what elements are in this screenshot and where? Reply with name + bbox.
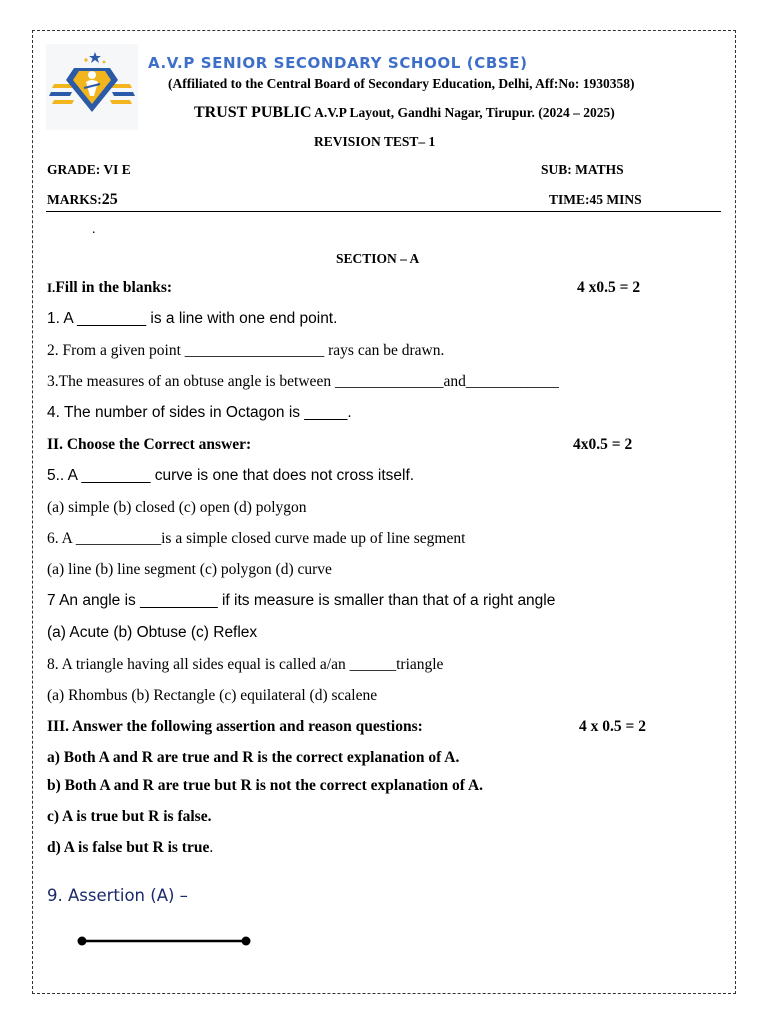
question-9-assertion: 9. Assertion (A) – [47, 886, 188, 905]
assertion-option-a: a) Both A and R are true and R is the correct explanation of A. [47, 749, 460, 766]
assertion-option-d-period: . [209, 839, 214, 856]
question-8: 8. A triangle having all sides equal is called a/an ______triangle [47, 656, 444, 673]
question-3: 3.The measures of an obtuse angle is between ______________and____________ [47, 373, 559, 390]
school-logo-icon [46, 44, 138, 130]
question-1: 1. A ________ is a line with one end point. [47, 310, 338, 327]
trust-label: TRUST PUBLIC [194, 104, 312, 121]
stray-dot: . [92, 222, 96, 237]
header-divider [46, 211, 721, 212]
school-address: A.V.P Layout, Gandhi Nagar, Tirupur. (2024 – 2025) [311, 105, 615, 120]
test-title: REVISION TEST– 1 [314, 134, 436, 149]
question-5: 5.. A ________ curve is one that does not cross itself. [47, 467, 415, 484]
assertion-option-d-line [47, 839, 213, 857]
question-7-options: (a) Acute (b) Obtuse (c) Reflex [47, 624, 258, 641]
question-5-options: (a) simple (b) closed (c) open (d) polygon [47, 499, 307, 516]
part1-title: Fill in the blanks: [55, 279, 173, 296]
question-6-options: (a) line (b) line segment (c) polygon (d) curve [47, 561, 332, 578]
section-title: SECTION – A [336, 251, 420, 266]
question-6: 6. A ___________is a simple closed curve made up of line segment [47, 530, 466, 547]
assertion-option-d: d) A is false but R is true [47, 839, 210, 856]
school-name: A.V.P SENIOR SECONDARY SCHOOL (CBSE) [148, 54, 528, 72]
part3-marks: 4 x 0.5 = 2 [579, 718, 646, 735]
part1-roman: I. [47, 280, 56, 295]
question-4: 4. The number of sides in Octagon is _____. [47, 404, 352, 421]
line-segment-figure-icon [76, 932, 256, 950]
question-7: 7 An angle is _________ if its measure is smaller than that of a right angle [47, 592, 556, 609]
question-2: 2. From a given point __________________ rays can be drawn. [47, 342, 445, 359]
question-8-options: (a) Rhombus (b) Rectangle (c) equilateral (d) scalene [47, 687, 378, 704]
marks-line [47, 191, 118, 209]
marks-value: 25 [101, 191, 118, 208]
time-label: TIME:45 MINS [549, 192, 642, 207]
part2-marks: 4x0.5 = 2 [573, 436, 633, 453]
marks-label: MARKS: [47, 192, 102, 207]
subject-label: SUB: MATHS [541, 162, 624, 177]
part3-heading: III. Answer the following assertion and reason questions: [47, 718, 423, 735]
assertion-option-b: b) Both A and R are true but R is not the correct explanation of A. [47, 777, 484, 794]
assertion-option-c: c) A is true but R is false. [47, 808, 212, 825]
part1-marks: 4 x0.5 = 2 [577, 279, 641, 296]
trust-address-line [194, 104, 615, 122]
part1-heading [47, 279, 172, 297]
part2-heading: II. Choose the Correct answer: [47, 436, 252, 453]
affiliation-line: (Affiliated to the Central Board of Secondary Education, Delhi, Aff:No: 1930358) [168, 76, 635, 91]
grade-label: GRADE: VI E [47, 162, 131, 177]
